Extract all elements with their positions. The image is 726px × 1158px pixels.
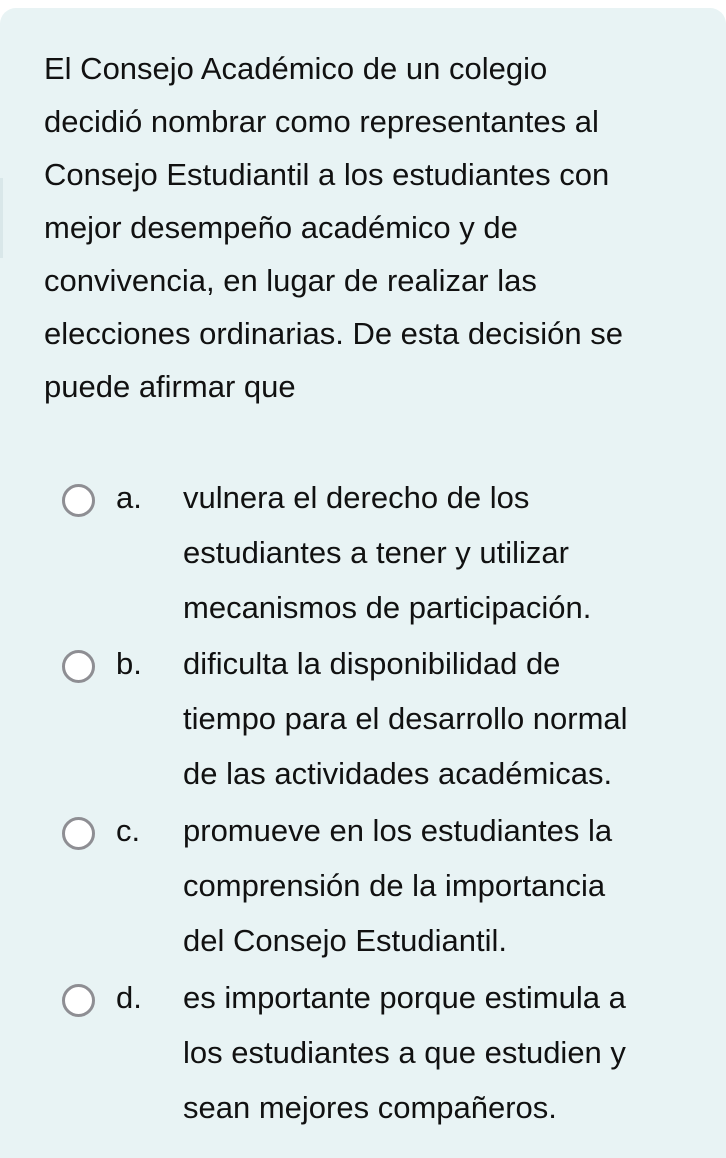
- question-line: elecciones ordinarias. De esta decisión se: [44, 316, 623, 351]
- option-line: los estudiantes a que estudien y: [183, 1035, 626, 1070]
- option-line: es importante porque estimula a: [183, 980, 626, 1015]
- radio-button-c[interactable]: [62, 817, 95, 850]
- option-letter-a: a.: [116, 480, 142, 515]
- option-line: sean mejores compañeros.: [183, 1090, 557, 1125]
- option-text-d: [183, 970, 723, 1135]
- option-line: del Consejo Estudiantil.: [183, 923, 507, 958]
- option-d[interactable]: [0, 970, 726, 1135]
- option-line: mecanismos de participación.: [183, 590, 592, 625]
- question-line: decidió nombrar como representantes al: [44, 104, 599, 139]
- question-line: Consejo Estudiantil a los estudiantes con: [44, 157, 610, 192]
- option-letter-d: d.: [116, 980, 142, 1015]
- question-card: [0, 8, 726, 1158]
- option-line: tiempo para el desarrollo normal: [183, 701, 628, 736]
- option-c[interactable]: [0, 803, 726, 968]
- radio-button-d[interactable]: [62, 984, 95, 1017]
- option-line: estudiantes a tener y utilizar: [183, 535, 569, 570]
- option-text-c: [183, 803, 723, 968]
- option-text-a: [183, 470, 723, 635]
- option-letter-b: b.: [116, 646, 142, 681]
- option-line: vulnera el derecho de los: [183, 480, 530, 515]
- card-edge-mark: [0, 178, 3, 258]
- question-text: [44, 42, 724, 413]
- option-line: de las actividades académicas.: [183, 756, 613, 791]
- question-line: convivencia, en lugar de realizar las: [44, 263, 537, 298]
- option-a[interactable]: [0, 470, 726, 635]
- question-line: mejor desempeño académico y de: [44, 210, 518, 245]
- radio-button-b[interactable]: [62, 650, 95, 683]
- option-line: dificulta la disponibilidad de: [183, 646, 561, 681]
- option-text-b: [183, 636, 723, 801]
- radio-button-a[interactable]: [62, 484, 95, 517]
- question-line: El Consejo Académico de un colegio: [44, 51, 548, 86]
- question-line: puede afirmar que: [44, 369, 296, 404]
- option-letter-c: c.: [116, 813, 141, 848]
- option-line: comprensión de la importancia: [183, 868, 606, 903]
- option-b[interactable]: [0, 636, 726, 801]
- option-line: promueve en los estudiantes la: [183, 813, 613, 848]
